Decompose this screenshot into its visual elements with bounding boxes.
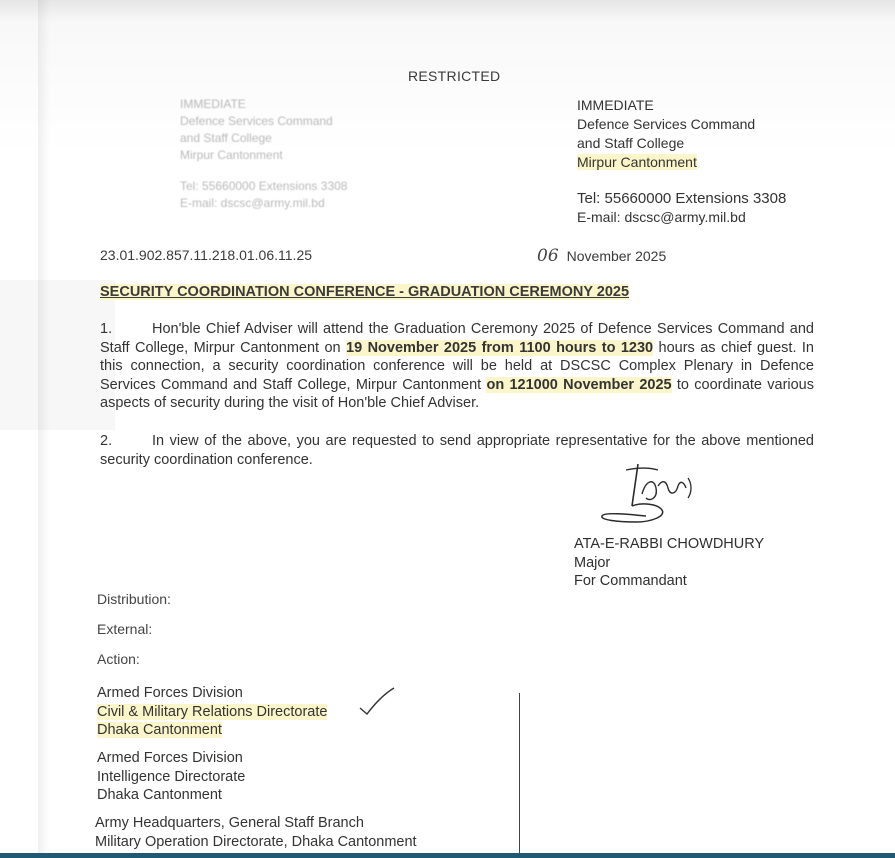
email-line: E-mail: dscsc@army.mil.bd xyxy=(577,209,746,225)
subject-line: SECURITY COORDINATION CONFERENCE - GRADUATION CEREMONY 2025 xyxy=(100,284,630,300)
distribution-heading: Distribution: xyxy=(97,591,171,607)
conference-date-time-highlight: 19 November 2025 from 1100 hours to 1230 xyxy=(346,339,654,356)
classification-label: RESTRICTED xyxy=(408,68,501,84)
handwritten-date-day: 06 xyxy=(537,246,559,266)
letter-date xyxy=(537,246,666,266)
scan-shadow-top xyxy=(0,0,895,22)
paragraph-1-number: 1. xyxy=(100,321,113,337)
contact-block xyxy=(577,189,786,227)
recipient-group-2: Armed Forces Division Intelligence Directorate Dhaka Cantonment xyxy=(97,750,246,804)
telephone-line: Tel: 55660000 Extensions 3308 xyxy=(577,190,787,207)
conference-date-highlight: on 121000 November 2025 xyxy=(486,376,672,393)
address-line-2: and Staff College xyxy=(577,135,685,151)
recipient-group-1: Armed Forces Division Civil & Military Relations Directorate Dhaka Cantonment xyxy=(97,685,328,739)
priority-label: IMMEDIATE xyxy=(577,97,654,113)
paragraph-1: 1. Hon'ble Chief Adviser will attend the Graduation Ceremony 2025 of Defence Services Command and Staff College, Mirpur Cantonment on 19 November 2025 from 1100 hours to 1230 hours as chief guest. In this connection, a security coordination conference will be held at DSCSC Complex Plenary in Defence Services Command and Staff College, Mirpur Cantonment on 121000 November 2025 to coordinate various aspects of security during the visit of Hon'ble Chief Adviser. xyxy=(100,321,815,412)
check-mark-icon xyxy=(358,686,398,716)
column-divider-line xyxy=(519,693,520,853)
date-month-year: November 2025 xyxy=(566,248,667,264)
scan-ghost-block xyxy=(0,280,115,430)
address-line-3: Mirpur Cantonment xyxy=(577,154,697,170)
window-bottom-border xyxy=(0,853,895,858)
signatory-role: For Commandant xyxy=(574,573,687,590)
external-heading: External: xyxy=(97,621,153,637)
action-heading: Action: xyxy=(97,651,140,667)
signatory-name: ATA-E-RABBI CHOWDHURY xyxy=(574,536,765,552)
address-line-1: Defence Services Command xyxy=(577,116,756,132)
signatory-rank: Major xyxy=(574,554,611,571)
reference-number: 23.01.902.857.11.218.01.06.11.25 xyxy=(100,247,313,263)
faded-mirror-address: IMMEDIATE Defence Services Command and Staff College Mirpur Cantonment Tel: 55660000 Extensions 3308 E-mail: dscsc@army.mil.bd xyxy=(180,97,348,210)
recipient-group-3: Army Headquarters, General Staff Branch Military Operation Directorate, Dhaka Cantonment xyxy=(95,815,417,850)
paragraph-2: 2. In view of the above, you are requested to send appropriate representative for the above mentioned security coordination conference. xyxy=(100,433,814,468)
paragraph-2-number: 2. xyxy=(100,433,113,449)
sender-address-block xyxy=(577,96,755,172)
handwritten-signature xyxy=(596,458,706,530)
signatory-block xyxy=(574,535,764,591)
